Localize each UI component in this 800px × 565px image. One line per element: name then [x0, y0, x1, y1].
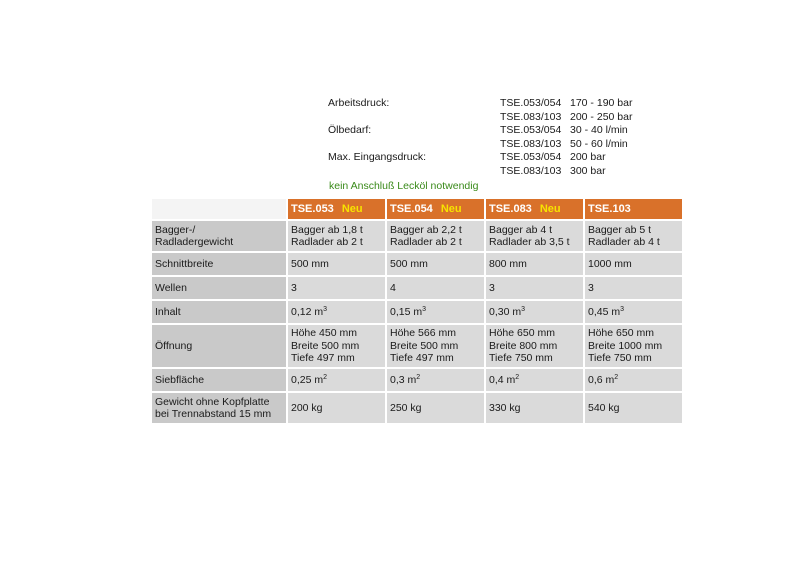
cell: 250 kg [387, 393, 484, 423]
row-label: Siebfläche [152, 369, 286, 391]
row-label: Wellen [152, 277, 286, 299]
model-name: TSE.103 [588, 203, 631, 215]
hydraulic-specs [328, 97, 650, 179]
row-screen-area [152, 369, 682, 391]
cell: 0,6 $m^2$ [585, 369, 682, 391]
spec-label [328, 138, 500, 152]
row-label: Gewicht ohne Kopfplatte bei Trennabstand 15 mm [152, 393, 286, 423]
cell: 0,4 $m^2$ [486, 369, 583, 391]
spec-model: TSE.083/103 [500, 137, 562, 150]
spec-label: Ölbedarf: [328, 124, 372, 137]
cell: 0,12 $m^3$ [288, 301, 385, 323]
spec-row [328, 151, 650, 165]
spec-value: 200 - 250 bar [570, 110, 633, 123]
spec-row [328, 111, 650, 125]
spec-row [328, 165, 650, 179]
cell: 800 mm [486, 253, 583, 275]
cell: 3 [486, 277, 583, 299]
cell: Bagger ab 4 t Radlader ab 3,5 t [486, 221, 583, 251]
cell: Höhe 650 mm Breite 800 mm Tiefe 750 mm [486, 325, 583, 367]
header-corner-cell [152, 199, 286, 219]
cell: Bagger ab 2,2 t Radlader ab 2 t [387, 221, 484, 251]
row-weight [152, 393, 682, 423]
row-opening [152, 325, 682, 367]
cell: 1000 mm [585, 253, 682, 275]
spec-value: 200 bar [570, 151, 606, 164]
header-row [152, 199, 682, 219]
spec-label: Max. Eingangsdruck: [328, 151, 427, 164]
cell: Bagger ab 1,8 t Radlader ab 2 t [288, 221, 385, 251]
cell: 500 mm [387, 253, 484, 275]
spec-value: 30 - 40 l/min [570, 124, 628, 137]
spec-model: TSE.083/103 [500, 110, 562, 123]
model-header-tse103 [585, 199, 682, 219]
cell: 200 kg [288, 393, 385, 423]
cell: Höhe 566 mm Breite 500 mm Tiefe 497 mm [387, 325, 484, 367]
model-name: TSE.054 [390, 203, 433, 215]
cell: 330 kg [486, 393, 583, 423]
model-header-tse083 [486, 199, 583, 219]
model-header-tse054 [387, 199, 484, 219]
spec-label: Arbeitsdruck: [328, 97, 390, 109]
cell: 0,25 $m^2$ [288, 369, 385, 391]
row-shafts [152, 277, 682, 299]
spec-value: 300 bar [570, 164, 606, 177]
spec-row [328, 124, 650, 138]
spec-value: 50 - 60 l/min [570, 137, 628, 150]
row-machine-weight [152, 221, 682, 251]
cell: Höhe 450 mm Breite 500 mm Tiefe 497 mm [288, 325, 385, 367]
cell: 0,3 $m^2$ [387, 369, 484, 391]
cell: Höhe 650 mm Breite 1000 mm Tiefe 750 mm [585, 325, 682, 367]
spec-model: TSE.053/054 [500, 97, 562, 109]
spec-model: TSE.053/054 [500, 124, 562, 137]
spec-label [328, 165, 500, 179]
spec-row [328, 138, 650, 152]
cell: 540 kg [585, 393, 682, 423]
model-header-tse053 [288, 199, 385, 219]
new-badge: Neu [341, 203, 363, 215]
cell: Bagger ab 5 t Radlader ab 4 t [585, 221, 682, 251]
row-label: Schnittbreite [152, 253, 286, 275]
leak-oil-note: kein Anschluß Lecköl notwendig [329, 180, 479, 192]
spec-row [328, 97, 650, 111]
model-comparison-table [150, 197, 684, 425]
row-label: Öffnung [152, 325, 286, 367]
row-label: Inhalt [152, 301, 286, 323]
model-name: TSE.053 [291, 203, 334, 215]
cell: 3 [585, 277, 682, 299]
new-badge: Neu [440, 203, 462, 215]
model-name: TSE.083 [489, 203, 532, 215]
cell: 3 [288, 277, 385, 299]
row-label: Bagger-/ Radladergewicht [152, 221, 286, 251]
spec-model: TSE.053/054 [500, 151, 562, 164]
new-badge: Neu [539, 203, 561, 215]
row-volume [152, 301, 682, 323]
cell: 0,45 $m^3$ [585, 301, 682, 323]
cell: 4 [387, 277, 484, 299]
cell: 0,30 $m^3$ [486, 301, 583, 323]
spec-label [328, 111, 500, 125]
cell: 500 mm [288, 253, 385, 275]
spec-value: 170 - 190 bar [570, 97, 633, 109]
row-cutting-width [152, 253, 682, 275]
cell: 0,15 $m^3$ [387, 301, 484, 323]
spec-model: TSE.083/103 [500, 164, 562, 177]
